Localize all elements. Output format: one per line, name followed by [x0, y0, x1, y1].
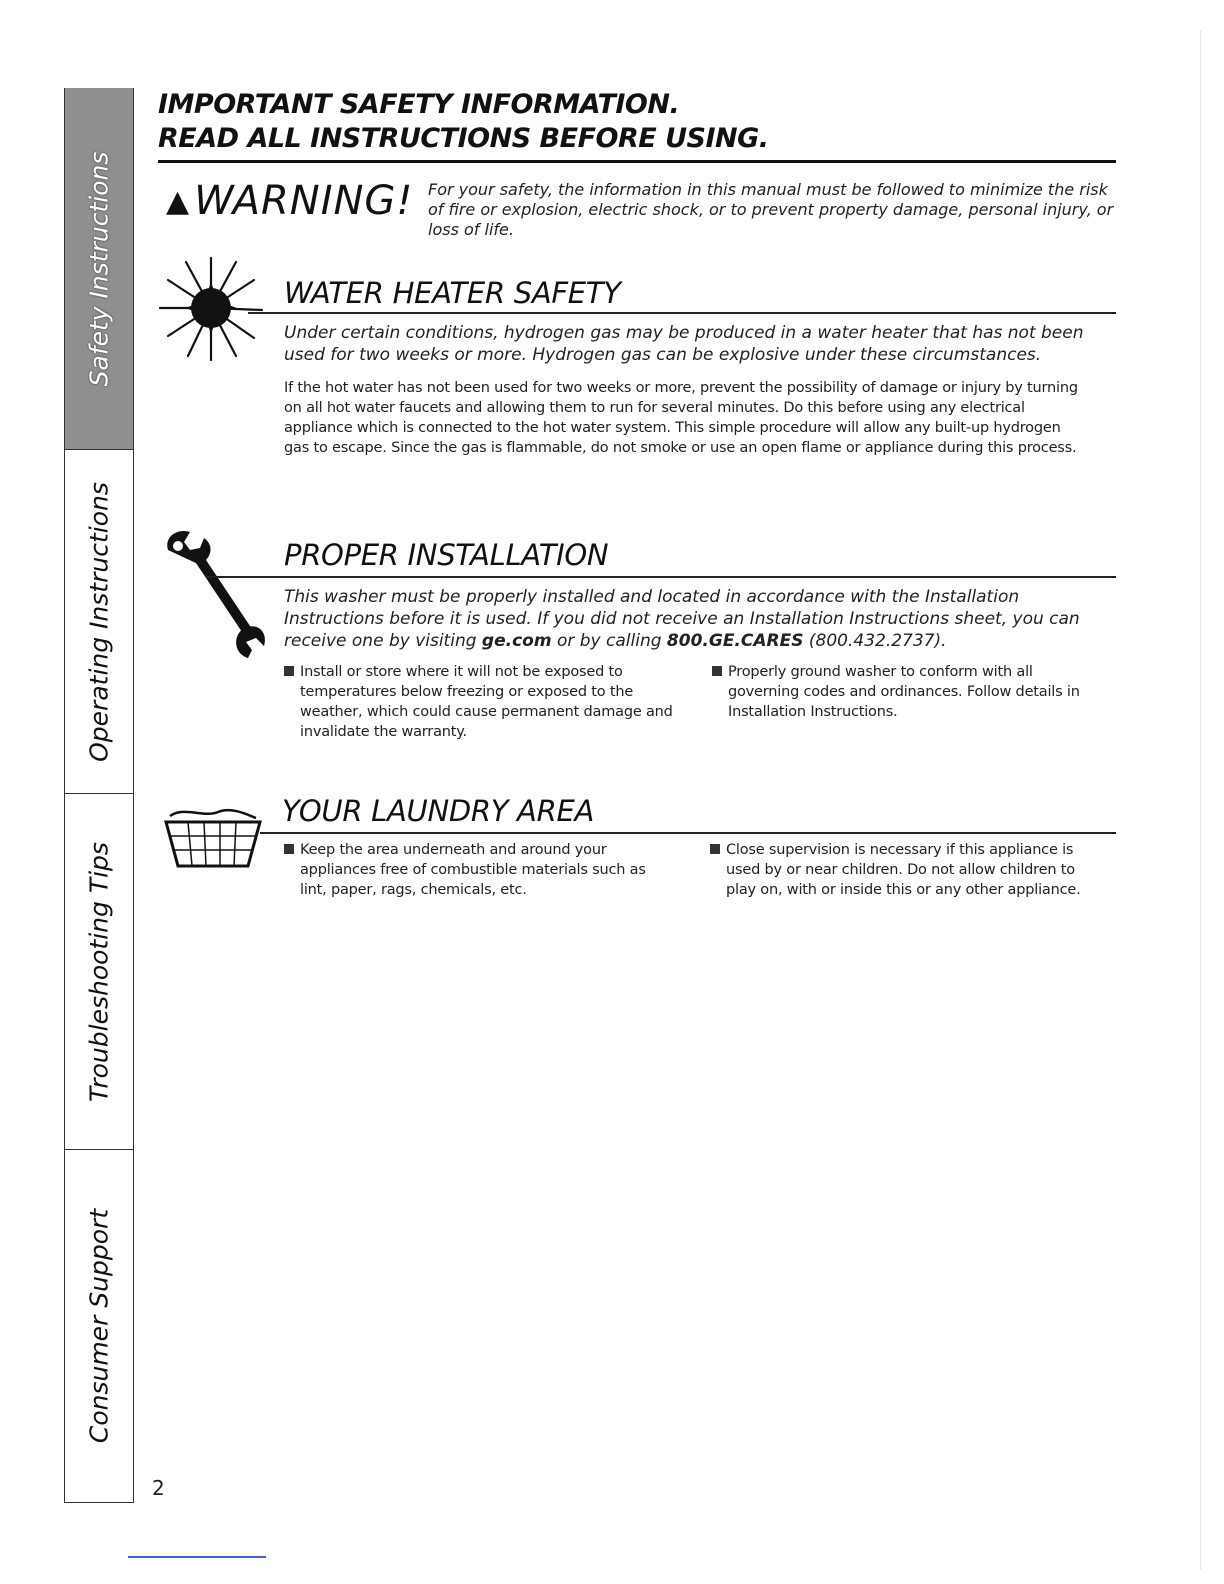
bullet-text: Properly ground washer to conform with all governing codes and ordinances. Follow details in Installation Instructions.	[728, 664, 1080, 720]
website-link[interactable]: ge.com	[481, 631, 552, 651]
water-heater-body: If the hot water has not been used for two weeks or more, prevent the possibility of damage or injury by turning on all hot water faucets and allowing them to run for several minutes. Do this before using any electrical appliance which is connected to the hot water system. This simple procedure will allow any built-up hydrogen gas to escape. Since the gas is flammable, do not smoke or use an open flame or appliance during this process.	[284, 380, 1078, 456]
laundry-bullets-right	[710, 840, 1102, 900]
header-line-2: READ ALL INSTRUCTIONS BEFORE USING.	[158, 123, 769, 154]
water-heater-lead: Under certain conditions, hydrogen gas may be produced in a water heater that has not been used for two weeks or more. Hydrogen gas can be explosive under these circumstances.	[284, 323, 1084, 365]
installation-bullets-right	[712, 662, 1102, 722]
list-item	[710, 840, 1102, 900]
header-rule	[158, 160, 1116, 163]
laundry-title: YOUR LAUNDRY AREA	[282, 794, 595, 828]
water-heater-title: WATER HEATER SAFETY	[284, 276, 621, 310]
tab-operating-instructions[interactable]	[65, 450, 133, 794]
installation-lead	[284, 586, 1114, 652]
sidebar-tabs	[64, 88, 134, 1503]
warning-text: For your safety, the information in this manual must be followed to minimize the risk of fire or explosion, electric shock, or to prevent property damage, personal injury, or loss of life.	[428, 180, 1114, 239]
installation-rule	[206, 576, 1116, 578]
list-item	[284, 662, 674, 742]
list-item	[284, 840, 674, 900]
wrench-icon	[160, 528, 270, 660]
installation-lead-text: or by calling	[551, 631, 667, 651]
tab-troubleshooting-tips[interactable]	[65, 794, 133, 1150]
bullet-text: Close supervision is necessary if this appliance is used by or near children. Do not allow children to play on, with or inside this or any other appliance.	[726, 842, 1081, 898]
installation-title: PROPER INSTALLATION	[284, 538, 609, 572]
tab-consumer-support[interactable]	[65, 1150, 133, 1502]
tab-label: Safety Instructions	[84, 151, 114, 386]
bullet-text: Install or store where it will not be exposed to temperatures below freezing or exposed to the weather, which could cause permanent damage and invalidate the warranty.	[300, 664, 673, 740]
laundry-basket-icon	[160, 808, 266, 870]
page-number: 2	[152, 1476, 165, 1500]
bullet-square-icon	[712, 666, 722, 676]
laundry-bullets-left	[284, 840, 674, 900]
page-header	[158, 88, 1116, 156]
bullet-square-icon	[284, 844, 294, 854]
list-item	[712, 662, 1102, 722]
tab-label: Operating Instructions	[84, 481, 114, 762]
warning-word: WARNING!	[194, 178, 414, 224]
water-heater-rule	[248, 312, 1116, 314]
page-edge-line	[1200, 30, 1201, 1570]
bullet-square-icon	[710, 844, 720, 854]
bullet-text: Keep the area underneath and around your appliances free of combustible materials such as lint, paper, rags, chemicals, etc.	[300, 842, 646, 898]
tab-safety-instructions[interactable]	[65, 88, 133, 450]
laundry-rule	[260, 832, 1116, 834]
header-line-1: IMPORTANT SAFETY INFORMATION.	[158, 89, 680, 120]
installation-lead-text: (800.432.2737).	[803, 631, 947, 651]
phone-link[interactable]: 800.GE.CARES	[666, 631, 804, 651]
warning-heading	[166, 178, 413, 224]
footer-line	[128, 1556, 266, 1558]
installation-lead-text: This washer must be properly installed and located in accordance with the Installation Instructions before it is used. If you did not receive an Installation Instructions sheet, you can receive one by visiting	[284, 587, 1080, 651]
installation-bullets-left	[284, 662, 674, 742]
tab-label: Consumer Support	[84, 1208, 114, 1444]
bullet-square-icon	[284, 666, 294, 676]
tab-label: Troubleshooting Tips	[84, 841, 114, 1102]
warning-triangle-icon: ▲	[166, 183, 191, 219]
burst-icon	[156, 252, 266, 364]
